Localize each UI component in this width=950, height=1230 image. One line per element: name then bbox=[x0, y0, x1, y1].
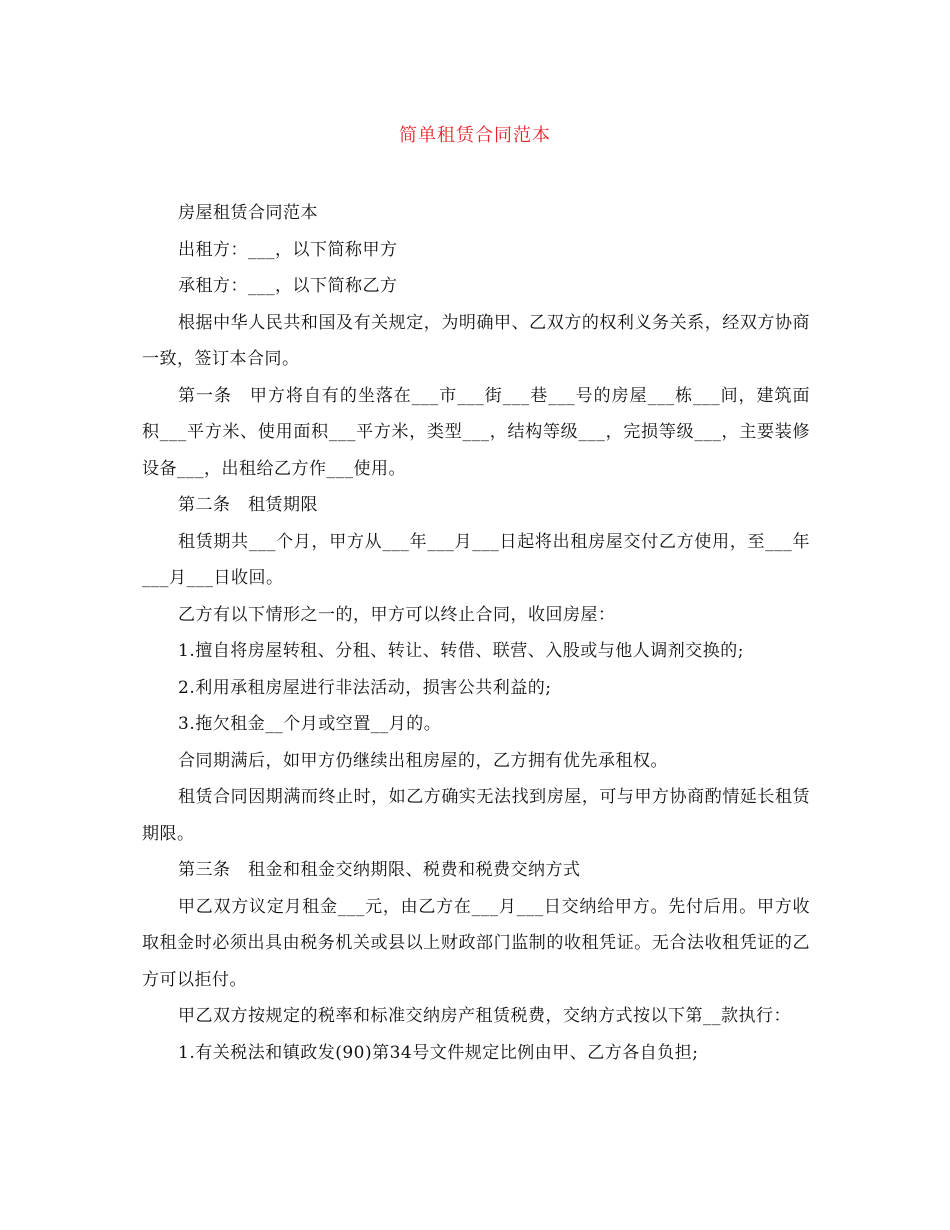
paragraph-termination-conditions: 乙方有以下情形之一的，甲方可以终止合同，收回房屋： bbox=[178, 604, 616, 625]
paragraph-article-1: 第一条 甲方将自有的坐落在___市___街___巷___号的房屋___栋___间，建筑面积___平方米、使用面积___平方米，类型___，结构等级___，完损等级___，主要装修设备___，出租给乙方作___使用。 bbox=[142, 385, 810, 479]
paragraph-rent: 甲乙双方议定月租金___元，由乙方在___月___日交纳给甲方。先付后用。甲方收取租金时必须出具由税务机关或县以上财政部门监制的收租凭证。无合法收租凭证的乙方可以拒付。 bbox=[142, 896, 810, 990]
paragraph-lessor: 出租方：___，以下简称甲方 bbox=[178, 239, 398, 260]
paragraph-preamble: 根据中华人民共和国及有关规定，为明确甲、乙双方的权利义务关系，经双方协商一致，签订本合同。 bbox=[142, 312, 810, 369]
paragraph-extension: 租赁合同因期满而终止时，如乙方确实无法找到房屋，可与甲方协商酌情延长租赁期限。 bbox=[142, 787, 810, 844]
paragraph-article-2-heading: 第二条 租赁期限 bbox=[178, 495, 318, 515]
paragraph-taxes: 甲乙双方按规定的税率和标准交纳房产租赁税费，交纳方式按以下第__款执行： bbox=[178, 1006, 791, 1026]
paragraph-condition-1: 1.擅自将房屋转租、分租、转让、转借、联营、入股或与他人调剂交换的; bbox=[178, 641, 744, 661]
paragraph-priority-right: 合同期满后，如甲方仍继续出租房屋的，乙方拥有优先承租权。 bbox=[178, 750, 668, 771]
paragraph-condition-3: 3.拖欠租金__个月或空置__月的。 bbox=[178, 714, 442, 734]
paragraph-lease-term: 租赁期共___个月，甲方从___年___月___日起将出租房屋交付乙方使用，至___年___月___日收回。 bbox=[142, 531, 810, 588]
paragraph-lessee: 承租方：___，以下简称乙方 bbox=[178, 276, 398, 296]
paragraph-condition-2: 2.利用承租房屋进行非法活动，损害公共利益的; bbox=[178, 677, 552, 698]
paragraph-article-3-heading: 第三条 租金和租金交纳期限、税费和税费交纳方式 bbox=[178, 860, 581, 880]
paragraph-heading: 房屋租赁合同范本 bbox=[178, 203, 318, 223]
document-body bbox=[142, 195, 810, 1071]
document-title: 简单租赁合同范本 bbox=[399, 125, 551, 146]
paragraph-tax-item-1: 1.有关税法和镇政发(90)第34号文件规定比例由甲、乙方各自负担; bbox=[178, 1042, 699, 1063]
